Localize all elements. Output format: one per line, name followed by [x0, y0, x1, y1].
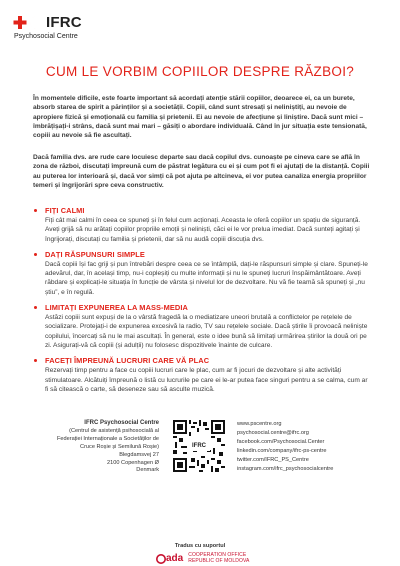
qr-logo: IFRC — [188, 440, 210, 451]
tip-text: Dacă copiii își fac griji și pun întrebări despre ceea ce se întâmplă, dați-le răspunsuri simple și clare. Spuneți-le adevărul, dar, în același timp, nu-i copleșiți cu multe informații și nu le spuneți lucruri înspăimântătoare. Aveți răbdare și explicați-le situația în funcție de vârsta și nivelul lor de dezvoltare. Nu vă fie teamă să spuneți și „nu știu”, e în regulă. — [45, 260, 368, 296]
tips-list — [33, 206, 370, 400]
bullet-icon — [34, 209, 37, 212]
tip-heading: FIȚI CALMI — [45, 206, 85, 215]
intro-paragraph: În momentele dificile, este foarte important să acordați atenție stării copiilor, deoarece ei, ca un burete, absorb starea de spirit a părinților și a societății. Copiii, când sunt stresați și neliniștiți, au nevoie de apropiere fizică și emoțională cu familia și prietenii. Ei au nevoie de afecțiune și liniștire. Dacă sunt mici – îmbrățișați-i strâns, dacă sunt mai mari – găsiți o abordare individuală. Când în jur situația este tensionată, copiii au nevoie să fie ascultați. — [33, 95, 367, 140]
tip-heading: LIMITAȚI EXPUNEREA LA MASS-MEDIA — [45, 303, 188, 313]
bullet-icon — [34, 253, 37, 256]
link-linkedin[interactable]: linkedin.com/company/ifrc-ps-centre — [237, 448, 327, 454]
ada-line: REPUBLIC OF MOLDOVA — [188, 557, 250, 564]
logo-text: IFRC — [46, 13, 82, 31]
red-cross-crescent-icon — [13, 15, 43, 30]
tip-text: Fiți cât mai calmi în ceea ce spuneți și în felul cum acționați. Aceasta le oferă copiilor un spațiu de siguranță. Aveți grijă să nu arătați copiilor propriile emoții și neliniști, căci ei le vor prelua imediat. Dacă sunteți agitați și îngrijorați, discutați cu familia și prietenii, dar să nu audă copiii discuția dvs. — [45, 217, 361, 243]
ada-line: COOPERATION OFFICE — [188, 552, 247, 558]
ada-mark-text: ada — [166, 553, 184, 565]
tip-text: Rezervați timp pentru a face cu copiii lucruri care le plac, cum ar fi jocuri de dezvoltare și alte activități stimulatoare. Alcătuiți împreună o listă cu lucrurile pe care ei le-ar putea face singuri pentru a se calma, cum ar fi să citească o carte, să deseneze sau să asculte muzică. — [45, 367, 368, 393]
contact-links — [237, 420, 333, 474]
tip-heading: FACEȚI ÎMPREUNĂ LUCRURI CARE VĂ PLAC — [45, 356, 210, 366]
tip-heading: DAȚI RĂSPUNSURI SIMPLE — [45, 249, 145, 259]
tip-item — [33, 206, 370, 244]
tip-item — [33, 303, 370, 350]
ifrc-logo — [13, 12, 82, 32]
intro-paragraph: Dacă familia dvs. are rude care locuiesc departe sau dacă copilul dvs. cunoaște pe cineva care se află în zona de război, discutați împreună cum de păstrat legătura cu ei și cum pot fi ei ajutați de la distanță. Copiii au puterea lor interioară și, dacă vor simți că pot ajuta pe altcineva, ei vor putea canaliza energia propriilor temeri și îngrijorări spre ceva constructiv. — [33, 154, 370, 189]
org-line: Denmark — [136, 467, 159, 474]
logo-subtitle: Psychosocial Centre — [14, 33, 78, 40]
ada-logo — [156, 553, 250, 564]
ada-symbol-icon — [156, 554, 166, 564]
org-line: Federației Internaționale a Societăților de — [57, 435, 159, 442]
link-website[interactable]: www.pscentre.org — [237, 421, 282, 427]
page-title: CUM LE VORBIM COPIILOR DESPRE RĂZBOI? — [45, 64, 355, 79]
org-name: IFRC Psychosocial Centre — [84, 420, 159, 426]
link-instagram[interactable]: instagram.com/ifrc_psychosocialcentre — [237, 466, 334, 472]
org-line: Cruce Roșie și Semilună Roșie) — [80, 443, 159, 450]
tip-item — [33, 356, 370, 394]
org-line: Blegdamsvej 27 — [119, 451, 159, 458]
link-facebook[interactable]: facebook.com/Psychosocial.Center — [237, 439, 325, 445]
bullet-icon — [34, 359, 37, 362]
bullet-icon — [34, 306, 37, 309]
footer — [0, 420, 400, 566]
tip-item — [33, 250, 370, 297]
tip-text: Astăzi copiii sunt expuși de la o vârstă fragedă la o mediatizare uneori brutală a conflictelor pe rețelele de socializare. Protejați-i de expunerea excesivă la radio, TV sau rețelele sociale. Dacă știrile îi provoacă neliniște copilului, încercați să nu le mai ascultați. În general, este o idee bună să limitați urmărirea știrilor la două ori pe zi. Asigurați-vă că copiii (și adulții) nu folosesc dispozitivele înainte de culcare. — [45, 314, 368, 349]
support-label: Tradus cu suportul — [174, 543, 226, 549]
org-address — [39, 420, 159, 475]
link-email[interactable]: psychosocial.centre@ifrc.org — [237, 430, 309, 436]
qr-code[interactable] — [173, 420, 225, 472]
org-line: (Centrul de asistență psihosocială al — [69, 427, 159, 434]
org-line: 2100 Copenhagen Ø — [107, 459, 159, 466]
link-twitter[interactable]: twitter.com/IFRC_PS_Centre — [237, 457, 309, 463]
header — [13, 12, 82, 40]
